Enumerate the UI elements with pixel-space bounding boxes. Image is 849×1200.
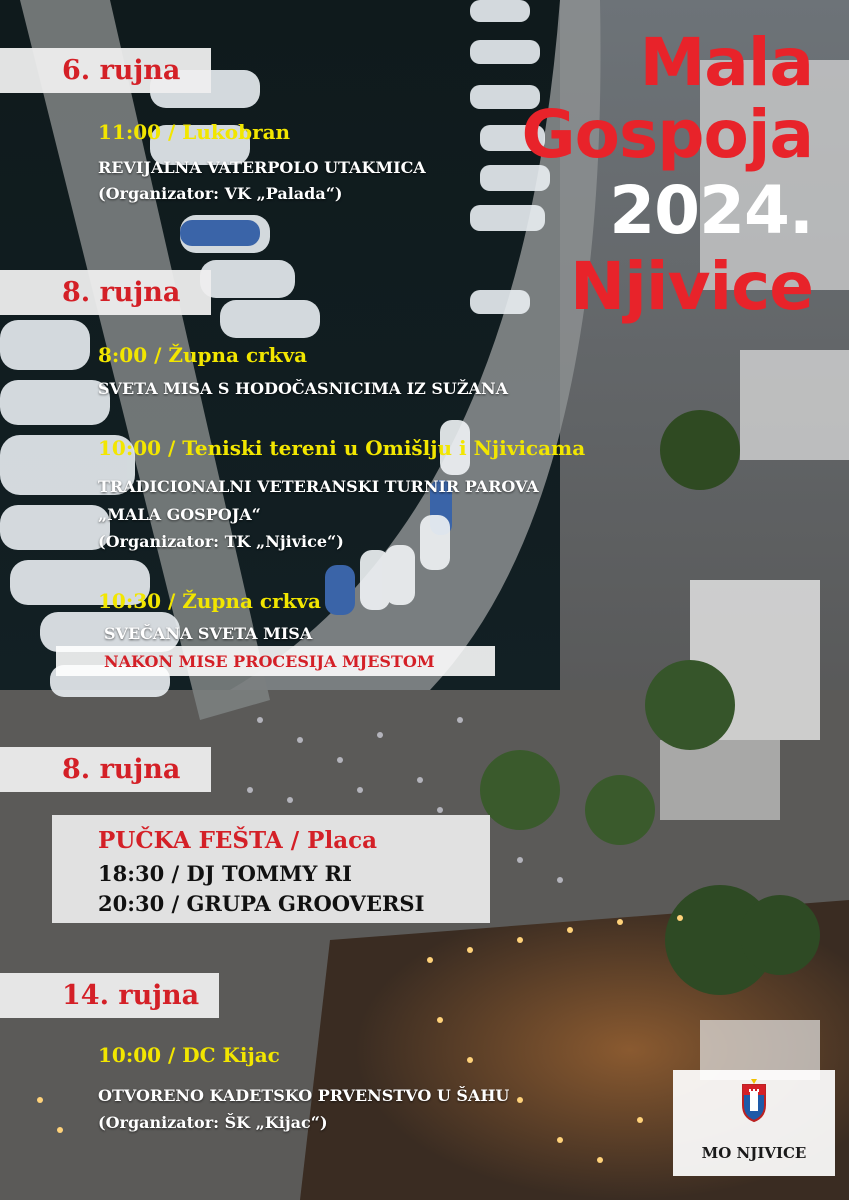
festa-title: PUČKA FEŠTA / Placa: [98, 827, 377, 854]
organizer-logo: [673, 1070, 835, 1176]
organizer-name: MO NJIVICE: [701, 1144, 807, 1162]
event-organizer: (Organizator: TK „Njivice“): [98, 532, 344, 551]
coat-of-arms-icon: [739, 1079, 769, 1123]
title-line-place: Njivice: [569, 248, 813, 325]
date-tab: [0, 48, 211, 93]
event-time-place: 11:00 / Lukobran: [98, 120, 291, 144]
date-label: 8. rujna: [62, 277, 181, 308]
event-description: TRADICIONALNI VETERANSKI TURNIR PAROVA: [98, 477, 539, 496]
event-time-place: 10:00 / Teniski tereni u Omišlju i Njivicama: [98, 436, 586, 460]
festa-panel: [52, 815, 490, 923]
festa-program-item: 18:30 / DJ TOMMY RI: [98, 861, 352, 886]
event-time-place: 10:00 / DC Kijac: [98, 1043, 280, 1067]
procession-note: NAKON MISE PROCESIJA MJESTOM: [104, 651, 435, 671]
title-line-1: Mala: [639, 24, 813, 101]
festa-program-item: 20:30 / GRUPA GROOVERSI: [98, 891, 425, 916]
event-time-place: 10:30 / Župna crkva: [98, 589, 322, 613]
event-title: [521, 24, 813, 326]
date-label: 8. rujna: [62, 754, 181, 785]
date-label: 14. rujna: [62, 980, 200, 1011]
event-description: SVEČANA SVETA MISA: [104, 624, 313, 643]
event-description-subtitle: „MALA GOSPOJA“: [98, 505, 261, 524]
date-tab: [0, 973, 219, 1018]
date-tab: [0, 270, 211, 315]
event-description: OTVORENO KADETSKO PRVENSTVO U ŠAHU: [98, 1086, 510, 1105]
event-organizer: (Organizator: ŠK „Kijac“): [98, 1113, 328, 1132]
title-line-2: Gospoja: [521, 96, 813, 173]
event-time-place: 8:00 / Župna crkva: [98, 343, 308, 367]
title-line-year: 2024.: [609, 172, 813, 249]
date-label: 6. rujna: [62, 55, 181, 86]
procession-note-bar: [56, 646, 495, 676]
event-description: REVIJALNA VATERPOLO UTAKMICA: [98, 158, 426, 177]
event-organizer: (Organizator: VK „Palada“): [98, 184, 343, 203]
date-tab: [0, 747, 211, 792]
event-description: SVETA MISA S HODOČASNICIMA IZ SUŽANA: [98, 379, 509, 398]
